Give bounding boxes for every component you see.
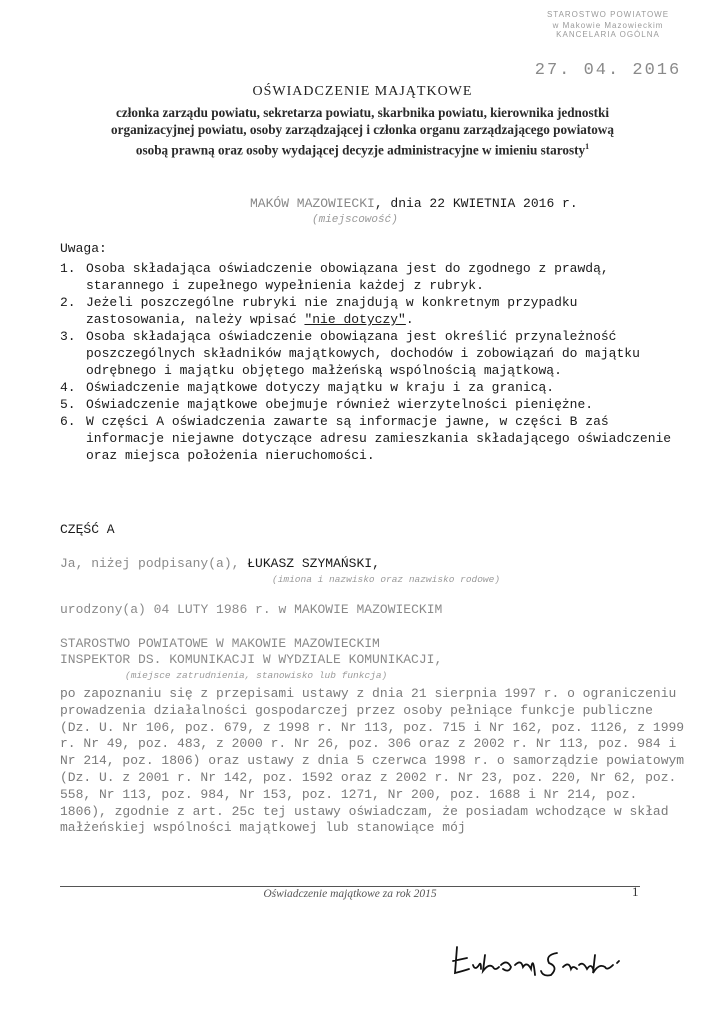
footer-divider [60, 886, 640, 887]
notes-section [60, 240, 680, 464]
note-number: 1. [60, 261, 76, 276]
note-number: 3. [60, 329, 76, 344]
employer-line-2: INSPEKTOR DS. KOMUNIKACJI W WYDZIALE KOMUNIKACJI, [60, 652, 443, 667]
footer-mark: 1 [632, 884, 639, 899]
note-item [60, 328, 680, 379]
employer-caption: (miejsce zatrudnienia, stanowisko lub funkcja) [125, 670, 388, 681]
note-text-part: Jeżeli poszczególne rubryki nie znajdują w konkretnym przypadku zastosowania, należy wpisać [86, 295, 578, 327]
subtitle-line-3-text: osobą prawną oraz osoby wydającej decyzje administracyjne w imieniu starosty [135, 142, 586, 158]
note-text: Oświadczenie majątkowe obejmuje również wierzytelności pieniężne. [86, 397, 594, 412]
note-item [60, 413, 680, 464]
registry-stamp [508, 6, 708, 86]
stamp-line-1: STAROSTWO POWIATOWE [546, 10, 670, 19]
declarant-line [60, 556, 380, 571]
note-number: 2. [60, 295, 76, 310]
note-number: 6. [60, 414, 76, 429]
place-name: MAKÓW MAZOWIECKI [250, 196, 375, 211]
declarant-name: ŁUKASZ SZYMAŃSKI, [247, 556, 380, 571]
subtitle-line-2: organizacyjnej powiatu, osoby zarządzającej i członka organu zarządzającego powiatową [111, 122, 614, 137]
note-item [60, 294, 680, 328]
note-text: W części A oświadczenia zawarte są informacje jawne, w części B zaś informacje niejawne dotyczące adresu zamieszkania składającego oświadczenie oraz miejsca położenia nieruchomości. [86, 414, 672, 463]
note-text: Oświadczenie majątkowe dotyczy majątku w kraju i za granicą. [86, 380, 555, 395]
declarant-prefix: Ja, niżej podpisany(a), [60, 556, 240, 571]
footer-text: Oświadczenie majątkowe za rok 2015 [263, 888, 437, 900]
place-caption: (miejscowość) [312, 214, 398, 226]
born-place: w MAKOWIE MAZOWIECKIM [278, 602, 443, 617]
subtitle-line-1: członka zarządu powiatu, sekretarza powiatu, skarbnika powiatu, kierownika jednostki [116, 105, 609, 120]
name-caption: (imiona i nazwisko oraz nazwisko rodowe) [272, 574, 501, 585]
section-a-heading: CZĘŚĆ A [60, 522, 115, 537]
nie-dotyczy-phrase: "nie dotyczy" [304, 312, 406, 327]
place-date [250, 196, 578, 211]
stamp-line-3: KANCELARIA OGÓLNA [556, 30, 660, 39]
document-date: , dnia 22 KWIETNIA 2016 r. [374, 196, 578, 211]
footnote-mark: 1 [585, 142, 590, 151]
stamp-date: 27. 04. 2016 [534, 61, 682, 80]
note-number: 5. [60, 397, 76, 412]
handwritten-signature [445, 925, 645, 995]
stamp-line-2: w Makowie Mazowieckim [552, 21, 664, 30]
born-prefix: urodzony(a) [60, 602, 146, 617]
document-subtitle [40, 104, 685, 158]
note-number: 4. [60, 380, 76, 395]
employer-line-1: STAROSTWO POWIATOWE W MAKOWIE MAZOWIECKIM [60, 636, 380, 651]
note-item [60, 396, 680, 413]
birth-line [60, 602, 442, 617]
born-date: 04 LUTY 1986 r. [153, 602, 271, 617]
note-text: Osoba składająca oświadczenie obowiązana jest do zgodnego z prawdą, starannego i zupełnego wypełnienia każdej z rubryk. [86, 261, 609, 293]
declaration-body: po zapoznaniu się z przepisami ustawy z dnia 21 sierpnia 1997 r. o ograniczeniu prowadzenia działalności gospodarczej przez osoby pełniące funkcje publiczne (Dz. U. Nr 106, poz. 679, z 1998 r. Nr 113, poz. 715 i Nr 162, poz. 1126, z 1999 r. Nr 49, poz. 483, z 2000 r. Nr 26, poz. 306 oraz z 2002 r. Nr 113, poz. 984 i Nr 214, poz. 1806) oraz ustawy z dnia 5 czerwca 1998 r. o samorządzie powiatowym (Dz. U. z 2001 r. Nr 142, poz. 1592 oraz z 2002 r. Nr 23, poz. 220, Nr 62, poz. 558, Nr 113, poz. 984, Nr 153, poz. 1271, Nr 200, poz. 1688 i Nr 214, poz. 1806), zgodnie z art. 25c tej ustawy oświadczam, że posiadam wchodzące w skład małżeńskiej wspólności majątkowej lub stanowiące mój [60, 686, 685, 836]
note-item [60, 379, 680, 396]
notes-heading: Uwaga: [60, 241, 107, 256]
document-title: OŚWIADCZENIE MAJĄTKOWE [252, 84, 473, 99]
note-text: Osoba składająca oświadczenie obowiązana jest określić przynależność poszczególnych składników majątkowych, dochodów i zobowiązań do majątku odrębnego i majątku objętego małżeńską wspólnością majątkową. [86, 329, 640, 378]
document-header [40, 84, 685, 158]
note-text [86, 294, 680, 328]
subtitle-line-3 [40, 138, 685, 158]
note-item [60, 260, 680, 294]
note-text-part: . [405, 312, 414, 327]
